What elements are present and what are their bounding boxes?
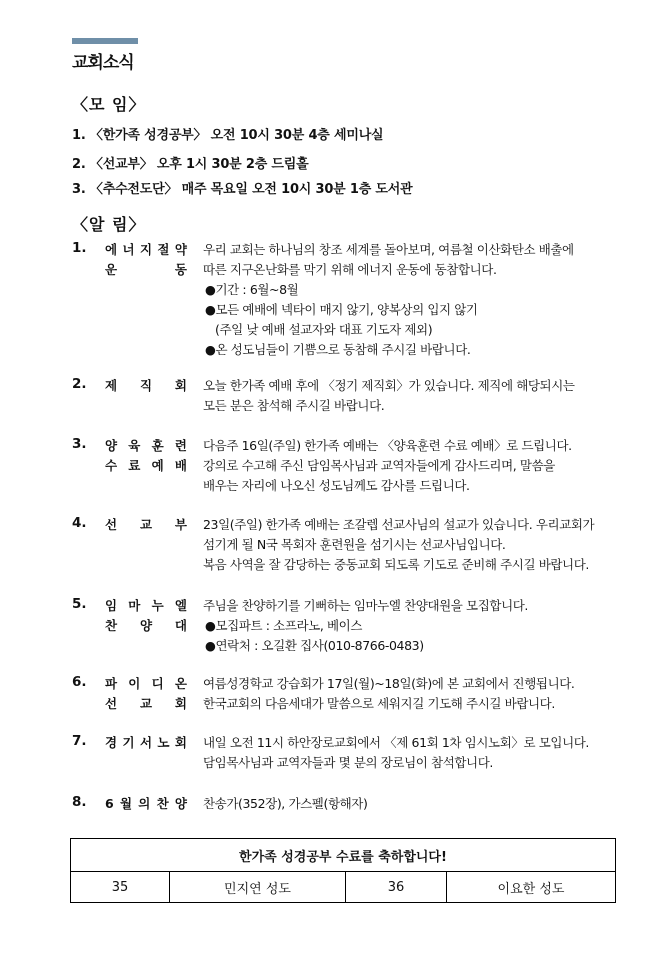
notice-line: 내일 오전 11시 하안장로교회에서 〈제 61회 1차 임시노회〉로 모입니다. bbox=[203, 735, 590, 750]
notice-label-char: 예 bbox=[151, 458, 164, 473]
notice-content bbox=[203, 733, 589, 773]
notice-label-char: 찬 bbox=[156, 796, 169, 811]
meetings-heading: 〈모 임〉 bbox=[72, 95, 146, 114]
notice-line: 복음 사역을 잘 감당하는 중동교회 되도록 기도로 준비해 주시길 바랍니다. bbox=[203, 557, 589, 572]
notice-label-char: 배 bbox=[174, 458, 187, 473]
notice-label-char: 양 bbox=[139, 618, 153, 633]
notice-label-char: 약 bbox=[174, 242, 187, 257]
notice-line: ●모집파트 : 소프라노, 베이스 bbox=[205, 618, 363, 633]
notice-line: 따른 지구온난화를 막기 위해 에너지 운동에 동참합니다. bbox=[203, 262, 497, 277]
notice-label-char: 지 bbox=[139, 242, 153, 257]
notice-label-char: 직 bbox=[139, 378, 153, 393]
notice-number: 2. bbox=[72, 376, 87, 392]
notice-label-char: 제 bbox=[105, 378, 118, 393]
notice-line: 섬기게 될 N국 목회자 훈련원을 섬기시는 선교사님입니다. bbox=[203, 537, 506, 552]
notice-label-char: 교 bbox=[139, 696, 153, 711]
notice-label-char: 기 bbox=[122, 735, 135, 750]
notice-label-char: 온 bbox=[174, 676, 187, 691]
notice-label-char: 임 bbox=[105, 598, 118, 613]
notice-label-char: 육 bbox=[128, 438, 141, 453]
notice-label-char: 양 bbox=[105, 438, 118, 453]
meeting-item: 3. 〈추수전도단〉 매주 목요일 오전 10시 30분 1층 도서관 bbox=[72, 182, 413, 197]
notice-label-char: 련 bbox=[174, 438, 187, 453]
notice-line: 모든 분은 참석해 주시길 바랍니다. bbox=[203, 398, 385, 413]
notice-label-char: 경 bbox=[105, 735, 118, 750]
notice-label-char: 의 bbox=[138, 796, 151, 811]
notice-label-char: 이 bbox=[128, 676, 141, 691]
notice-number: 6. bbox=[72, 674, 87, 690]
table-cell-name: 이요한 성도 bbox=[447, 872, 616, 903]
notice-label-char: 회 bbox=[174, 378, 187, 393]
notice-line: ●모든 예배에 넥타이 매지 않기, 양복상의 입지 않기 bbox=[205, 302, 478, 317]
table-caption: 한가족 성경공부 수료를 축하합니다! bbox=[71, 839, 616, 872]
notice-content bbox=[203, 240, 574, 360]
notice-line: 오늘 한가족 예배 후에 〈정기 제직회〉가 있습니다. 제직에 해당되시는 bbox=[203, 378, 575, 393]
notice-label-char: 파 bbox=[105, 676, 118, 691]
notice-label bbox=[105, 456, 187, 476]
notice-label-char: 월 bbox=[119, 796, 133, 811]
notice-line: 담임목사님과 교역자들과 몇 분의 장로님이 참석합니다. bbox=[203, 755, 493, 770]
notice-label-char: 선 bbox=[105, 517, 118, 532]
notice-label bbox=[105, 694, 187, 714]
notice-label bbox=[105, 794, 187, 814]
notice-label-char: 서 bbox=[139, 735, 153, 750]
notice-content bbox=[203, 376, 575, 416]
notice-label-char: 엘 bbox=[174, 598, 187, 613]
notice-label bbox=[105, 596, 187, 616]
graduates-table bbox=[70, 838, 616, 903]
notice-label-char: 디 bbox=[151, 676, 164, 691]
notice-number: 8. bbox=[72, 794, 87, 810]
notice-number: 5. bbox=[72, 596, 87, 612]
notice-line: ●연락처 : 오길환 집사(010-8766-0483) bbox=[205, 638, 424, 653]
notice-line: 배우는 자리에 나오신 성도님께도 감사를 드립니다. bbox=[203, 478, 470, 493]
notice-label-char: 료 bbox=[128, 458, 141, 473]
header-bar bbox=[72, 38, 138, 44]
notice-label bbox=[105, 240, 187, 260]
notice-line: 주님을 찬양하기를 기뻐하는 임마누엘 찬양대원을 모집합니다. bbox=[203, 598, 528, 613]
notice-label-char: 절 bbox=[157, 242, 170, 257]
notice-number: 3. bbox=[72, 436, 87, 452]
notice-label-char: 찬 bbox=[105, 618, 118, 633]
notice-line: 강의로 수고해 주신 담임목사님과 교역자들에게 감사드리며, 말씀을 bbox=[203, 458, 555, 473]
notices-heading: 〈알 림〉 bbox=[72, 215, 146, 234]
notice-label bbox=[105, 260, 187, 280]
meeting-item: 1. 〈한가족 성경공부〉 오전 10시 30분 4층 세미나실 bbox=[72, 128, 384, 143]
notice-label bbox=[105, 515, 187, 535]
notice-line: ●온 성도님들이 기쁨으로 동참해 주시길 바랍니다. bbox=[205, 342, 471, 357]
notice-label bbox=[105, 674, 187, 694]
meeting-item: 2. 〈선교부〉 오후 1시 30분 2층 드림홀 bbox=[72, 157, 309, 172]
notice-content bbox=[203, 515, 594, 575]
notice-label-char: 부 bbox=[174, 517, 187, 532]
notice-label-char: 대 bbox=[174, 618, 187, 633]
notice-label-char: 마 bbox=[128, 598, 141, 613]
notice-label-char: 훈 bbox=[151, 438, 164, 453]
notice-label-char: 선 bbox=[105, 696, 118, 711]
notice-label-char: 회 bbox=[174, 735, 187, 750]
notice-label bbox=[105, 436, 187, 456]
notice-line: 여름성경학교 강습회가 17일(월)~18일(화)에 본 교회에서 진행됩니다. bbox=[203, 676, 575, 691]
notice-label-char: 양 bbox=[174, 796, 187, 811]
notice-number: 7. bbox=[72, 733, 87, 749]
notice-number: 1. bbox=[72, 240, 87, 256]
notice-number: 4. bbox=[72, 515, 87, 531]
notice-content bbox=[203, 596, 528, 656]
notice-content bbox=[203, 436, 572, 496]
notice-label-char: 에 bbox=[105, 242, 118, 257]
page-title: 교회소식 bbox=[72, 53, 134, 73]
notice-line: 23일(주일) 한가족 예배는 조갈렙 선교사님의 설교가 있습니다. 우리교회가 bbox=[203, 517, 595, 532]
notice-label-char: 동 bbox=[174, 262, 187, 277]
notice-line: (주일 낮 예배 설교자와 대표 기도자 제외) bbox=[215, 322, 433, 337]
notice-label-char: 누 bbox=[151, 598, 164, 613]
notice-label-char: 회 bbox=[174, 696, 187, 711]
notice-label bbox=[105, 616, 187, 636]
notice-label-char: 6 bbox=[105, 796, 114, 811]
notice-content bbox=[203, 794, 367, 814]
notice-label-char: 운 bbox=[105, 262, 118, 277]
notice-line: 한국교회의 다음세대가 말씀으로 세워지길 기도해 주시길 바랍니다. bbox=[203, 696, 555, 711]
notice-label-char: 너 bbox=[122, 242, 135, 257]
notice-line: 우리 교회는 하나님의 창조 세계를 돌아보며, 여름철 이산화탄소 배출에 bbox=[203, 242, 574, 257]
notice-label-char: 노 bbox=[157, 735, 170, 750]
notice-line: 찬송가(352장), 가스펠(항해자) bbox=[203, 796, 368, 811]
notice-label bbox=[105, 376, 187, 396]
notice-label-char: 수 bbox=[105, 458, 118, 473]
table-cell-number: 36 bbox=[346, 872, 447, 903]
notice-line: 다음주 16일(주일) 한가족 예배는 〈양육훈련 수료 예배〉로 드립니다. bbox=[203, 438, 572, 453]
notice-content bbox=[203, 674, 575, 714]
table-row bbox=[71, 872, 616, 903]
notice-label-char: 교 bbox=[139, 517, 153, 532]
notice-line: ●기간 : 6월~8월 bbox=[205, 282, 299, 297]
table-cell-number: 35 bbox=[71, 872, 170, 903]
notice-label bbox=[105, 733, 187, 753]
table-cell-name: 민지연 성도 bbox=[170, 872, 346, 903]
